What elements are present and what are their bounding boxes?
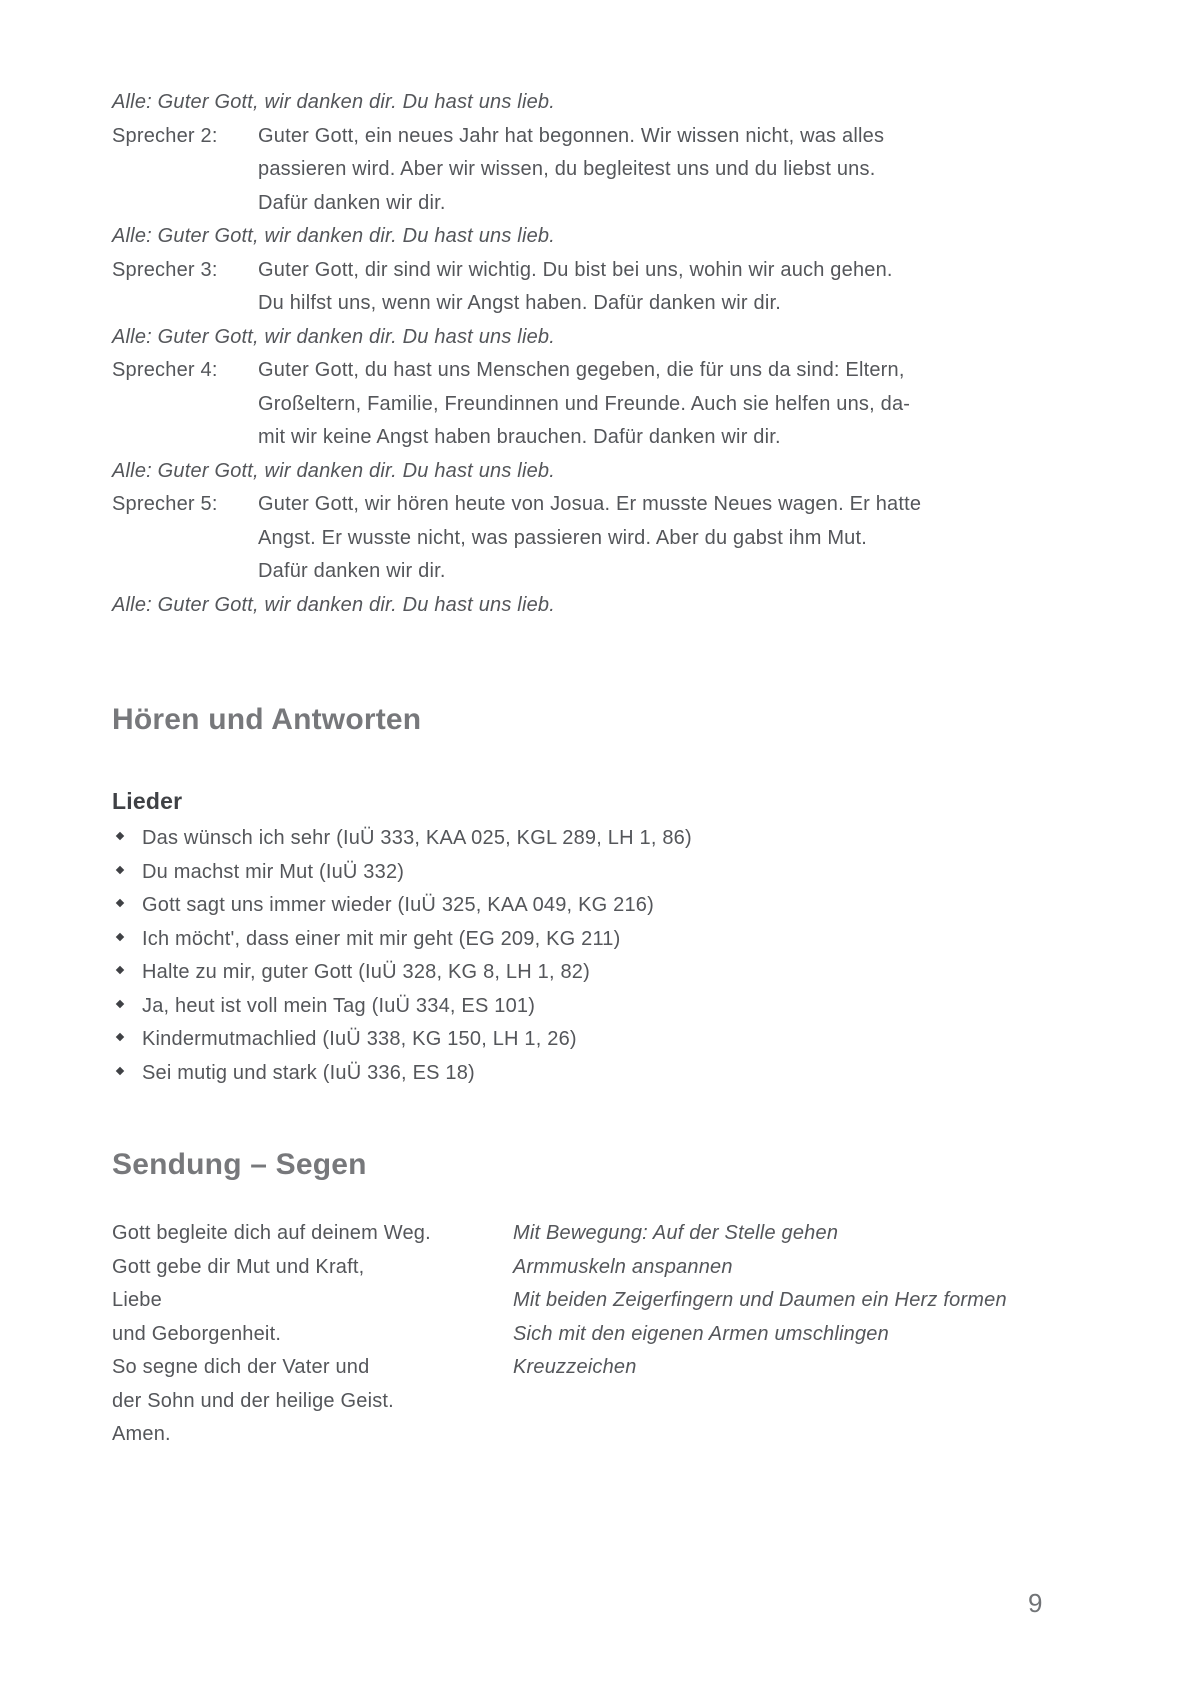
list-item	[112, 1023, 1092, 1057]
page-number: 9	[1028, 1588, 1043, 1618]
speech-text-line: Guter Gott, dir sind wir wichtig. Du bist bei uns, wohin wir auch gehen.	[258, 258, 893, 281]
speech-text-line: mit wir keine Angst haben brauchen. Dafür danken wir dir.	[258, 426, 781, 448]
speech-text	[258, 120, 1092, 221]
blessing-line: und Geborgenheit.	[112, 1322, 282, 1345]
bullet-icon	[116, 932, 124, 940]
songs-list	[112, 822, 1092, 1090]
speaker-label: Sprecher 5:	[112, 493, 218, 515]
speech-text-line: Großeltern, Familie, Freundinnen und Freunde. Auch sie helfen uns, da-	[258, 392, 911, 415]
blessing-line: Liebe	[112, 1289, 162, 1311]
speech-text-line: Dafür danken wir dir.	[258, 560, 446, 582]
speech-block	[112, 488, 1092, 589]
list-item	[112, 822, 1092, 856]
list-item	[112, 889, 1092, 923]
speech-text	[258, 254, 1092, 321]
blessing-line: Gott begleite dich auf deinem Weg.	[112, 1222, 431, 1244]
bullet-icon	[116, 832, 124, 840]
list-item	[112, 923, 1092, 957]
speaker-label: Sprecher 4:	[112, 359, 218, 381]
refrain-line: Alle: Guter Gott, wir danken dir. Du hast uns lieb.	[112, 459, 555, 482]
list-item	[112, 856, 1092, 890]
list-item	[112, 1057, 1092, 1091]
blessing-gesture-column	[513, 1217, 1092, 1452]
speech-block	[112, 354, 1092, 455]
bullet-icon	[116, 899, 124, 907]
bullet-icon	[116, 1033, 124, 1041]
speech-block	[112, 120, 1092, 221]
song-title: Halte zu mir, guter Gott (IuÜ 328, KG 8, LH 1, 82)	[142, 961, 590, 983]
song-title: Du machst mir Mut (IuÜ 332)	[142, 860, 405, 883]
song-title: Das wünsch ich sehr (IuÜ 333, KAA 025, KGL 289, LH 1, 86)	[142, 827, 692, 849]
speech-text	[258, 354, 1092, 455]
song-title: Sei mutig und stark (IuÜ 336, ES 18)	[142, 1061, 475, 1084]
speech-text-line: Du hilfst uns, wenn wir Angst haben. Dafür danken wir dir.	[258, 292, 781, 314]
list-item	[112, 956, 1092, 990]
gesture-line: Mit beiden Zeigerfingern und Daumen ein Herz formen	[513, 1289, 1007, 1311]
page-content	[112, 86, 1092, 1452]
gesture-line: Kreuzzeichen	[513, 1356, 637, 1378]
song-title: Gott sagt uns immer wieder (IuÜ 325, KAA 049, KG 216)	[142, 894, 654, 916]
song-title: Ja, heut ist voll mein Tag (IuÜ 334, ES 101)	[142, 994, 536, 1017]
refrain-line: Alle: Guter Gott, wir danken dir. Du hast uns lieb.	[112, 91, 555, 113]
list-item	[112, 990, 1092, 1024]
speech-text-line: Dafür danken wir dir.	[258, 191, 446, 214]
bullet-icon	[116, 999, 124, 1007]
gesture-line: Sich mit den eigenen Armen umschlingen	[513, 1322, 889, 1345]
bullet-icon	[116, 1066, 124, 1074]
refrain-line: Alle: Guter Gott, wir danken dir. Du hast uns lieb.	[112, 225, 555, 247]
blessing-line: So segne dich der Vater und	[112, 1356, 370, 1378]
speech-text-line: Guter Gott, ein neues Jahr hat begonnen. Wir wissen nicht, was alles	[258, 124, 885, 147]
subheading-lieder: Lieder	[112, 788, 183, 814]
blessing-line: Amen.	[112, 1423, 171, 1445]
section-heading-sendung-segen: Sendung – Segen	[112, 1148, 367, 1181]
speech-text-line: Guter Gott, du hast uns Menschen gegeben, die für uns da sind: Eltern,	[258, 359, 905, 381]
bullet-icon	[116, 865, 124, 873]
speaker-label: Sprecher 2:	[112, 124, 218, 147]
speech-text-line: Angst. Er wusste nicht, was passieren wird. Aber du gabst ihm Mut.	[258, 526, 868, 549]
speaker-label: Sprecher 3:	[112, 258, 218, 281]
song-title: Ich möcht', dass einer mit mir geht (EG 209, KG 211)	[142, 927, 621, 950]
refrain-line: Alle: Guter Gott, wir danken dir. Du hast uns lieb.	[112, 593, 555, 616]
speech-text-line: Guter Gott, wir hören heute von Josua. Er musste Neues wagen. Er hatte	[258, 493, 922, 515]
blessing-columns	[112, 1217, 1092, 1452]
speech-text-line: passieren wird. Aber wir wissen, du begleitest uns und du liebst uns.	[258, 158, 876, 180]
blessing-line: Gott gebe dir Mut und Kraft,	[112, 1255, 365, 1278]
refrain-line: Alle: Guter Gott, wir danken dir. Du hast uns lieb.	[112, 325, 555, 348]
blessing-text-column	[112, 1217, 513, 1452]
song-title: Kindermutmachlied (IuÜ 338, KG 150, LH 1, 26)	[142, 1028, 577, 1050]
blessing-line: der Sohn und der heilige Geist.	[112, 1389, 394, 1412]
speech-text	[258, 488, 1092, 589]
section-heading-hoeren-und-antworten: Hören und Antworten	[112, 703, 422, 736]
bullet-icon	[116, 966, 124, 974]
gesture-line: Mit Bewegung: Auf der Stelle gehen	[513, 1222, 839, 1244]
gesture-line: Armmuskeln anspannen	[513, 1255, 733, 1278]
speech-block	[112, 254, 1092, 321]
